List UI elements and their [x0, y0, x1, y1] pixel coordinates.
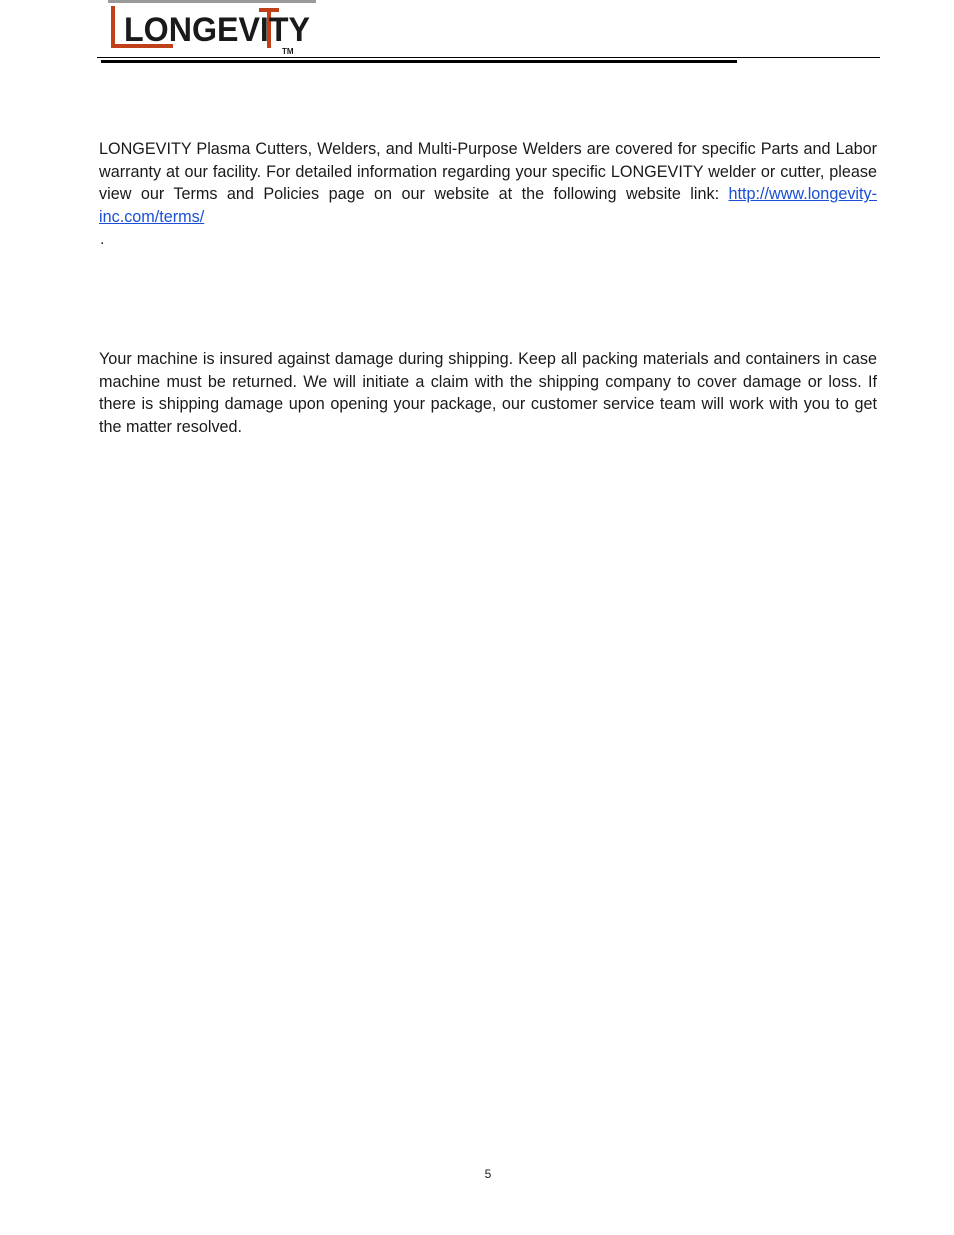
longevity-logo [108, 0, 316, 56]
logo-wordmark: LONGEVITY [124, 11, 311, 49]
terms-link[interactable]: http://www.longevity-inc.com/terms/ [99, 185, 877, 226]
shipping-paragraph: Your machine is insured against damage during shipping. Keep all packing materials and containers in case machine must be returned. We will initiate a claim with the shipping company to cover damage or loss. If there is shipping damage upon opening your package, our customer service team will work with you to get the matter resolved. [99, 350, 877, 436]
warranty-trailing-dot: . [100, 231, 105, 248]
header-rule-thick [101, 60, 737, 63]
header-rule-thin [97, 57, 880, 58]
warranty-text: LONGEVITY Plasma Cutters, Welders, and Multi-Purpose Welders are covered for specific Parts and Labor warranty at our facility. For detailed information regarding your specific LONGEVITY welder or cutter, please view our Terms and Policies page on our website at the following website link: [99, 140, 877, 204]
warranty-paragraph [99, 138, 877, 228]
logo-trademark: TM [282, 47, 294, 56]
page-number: 5 [484, 1167, 492, 1181]
